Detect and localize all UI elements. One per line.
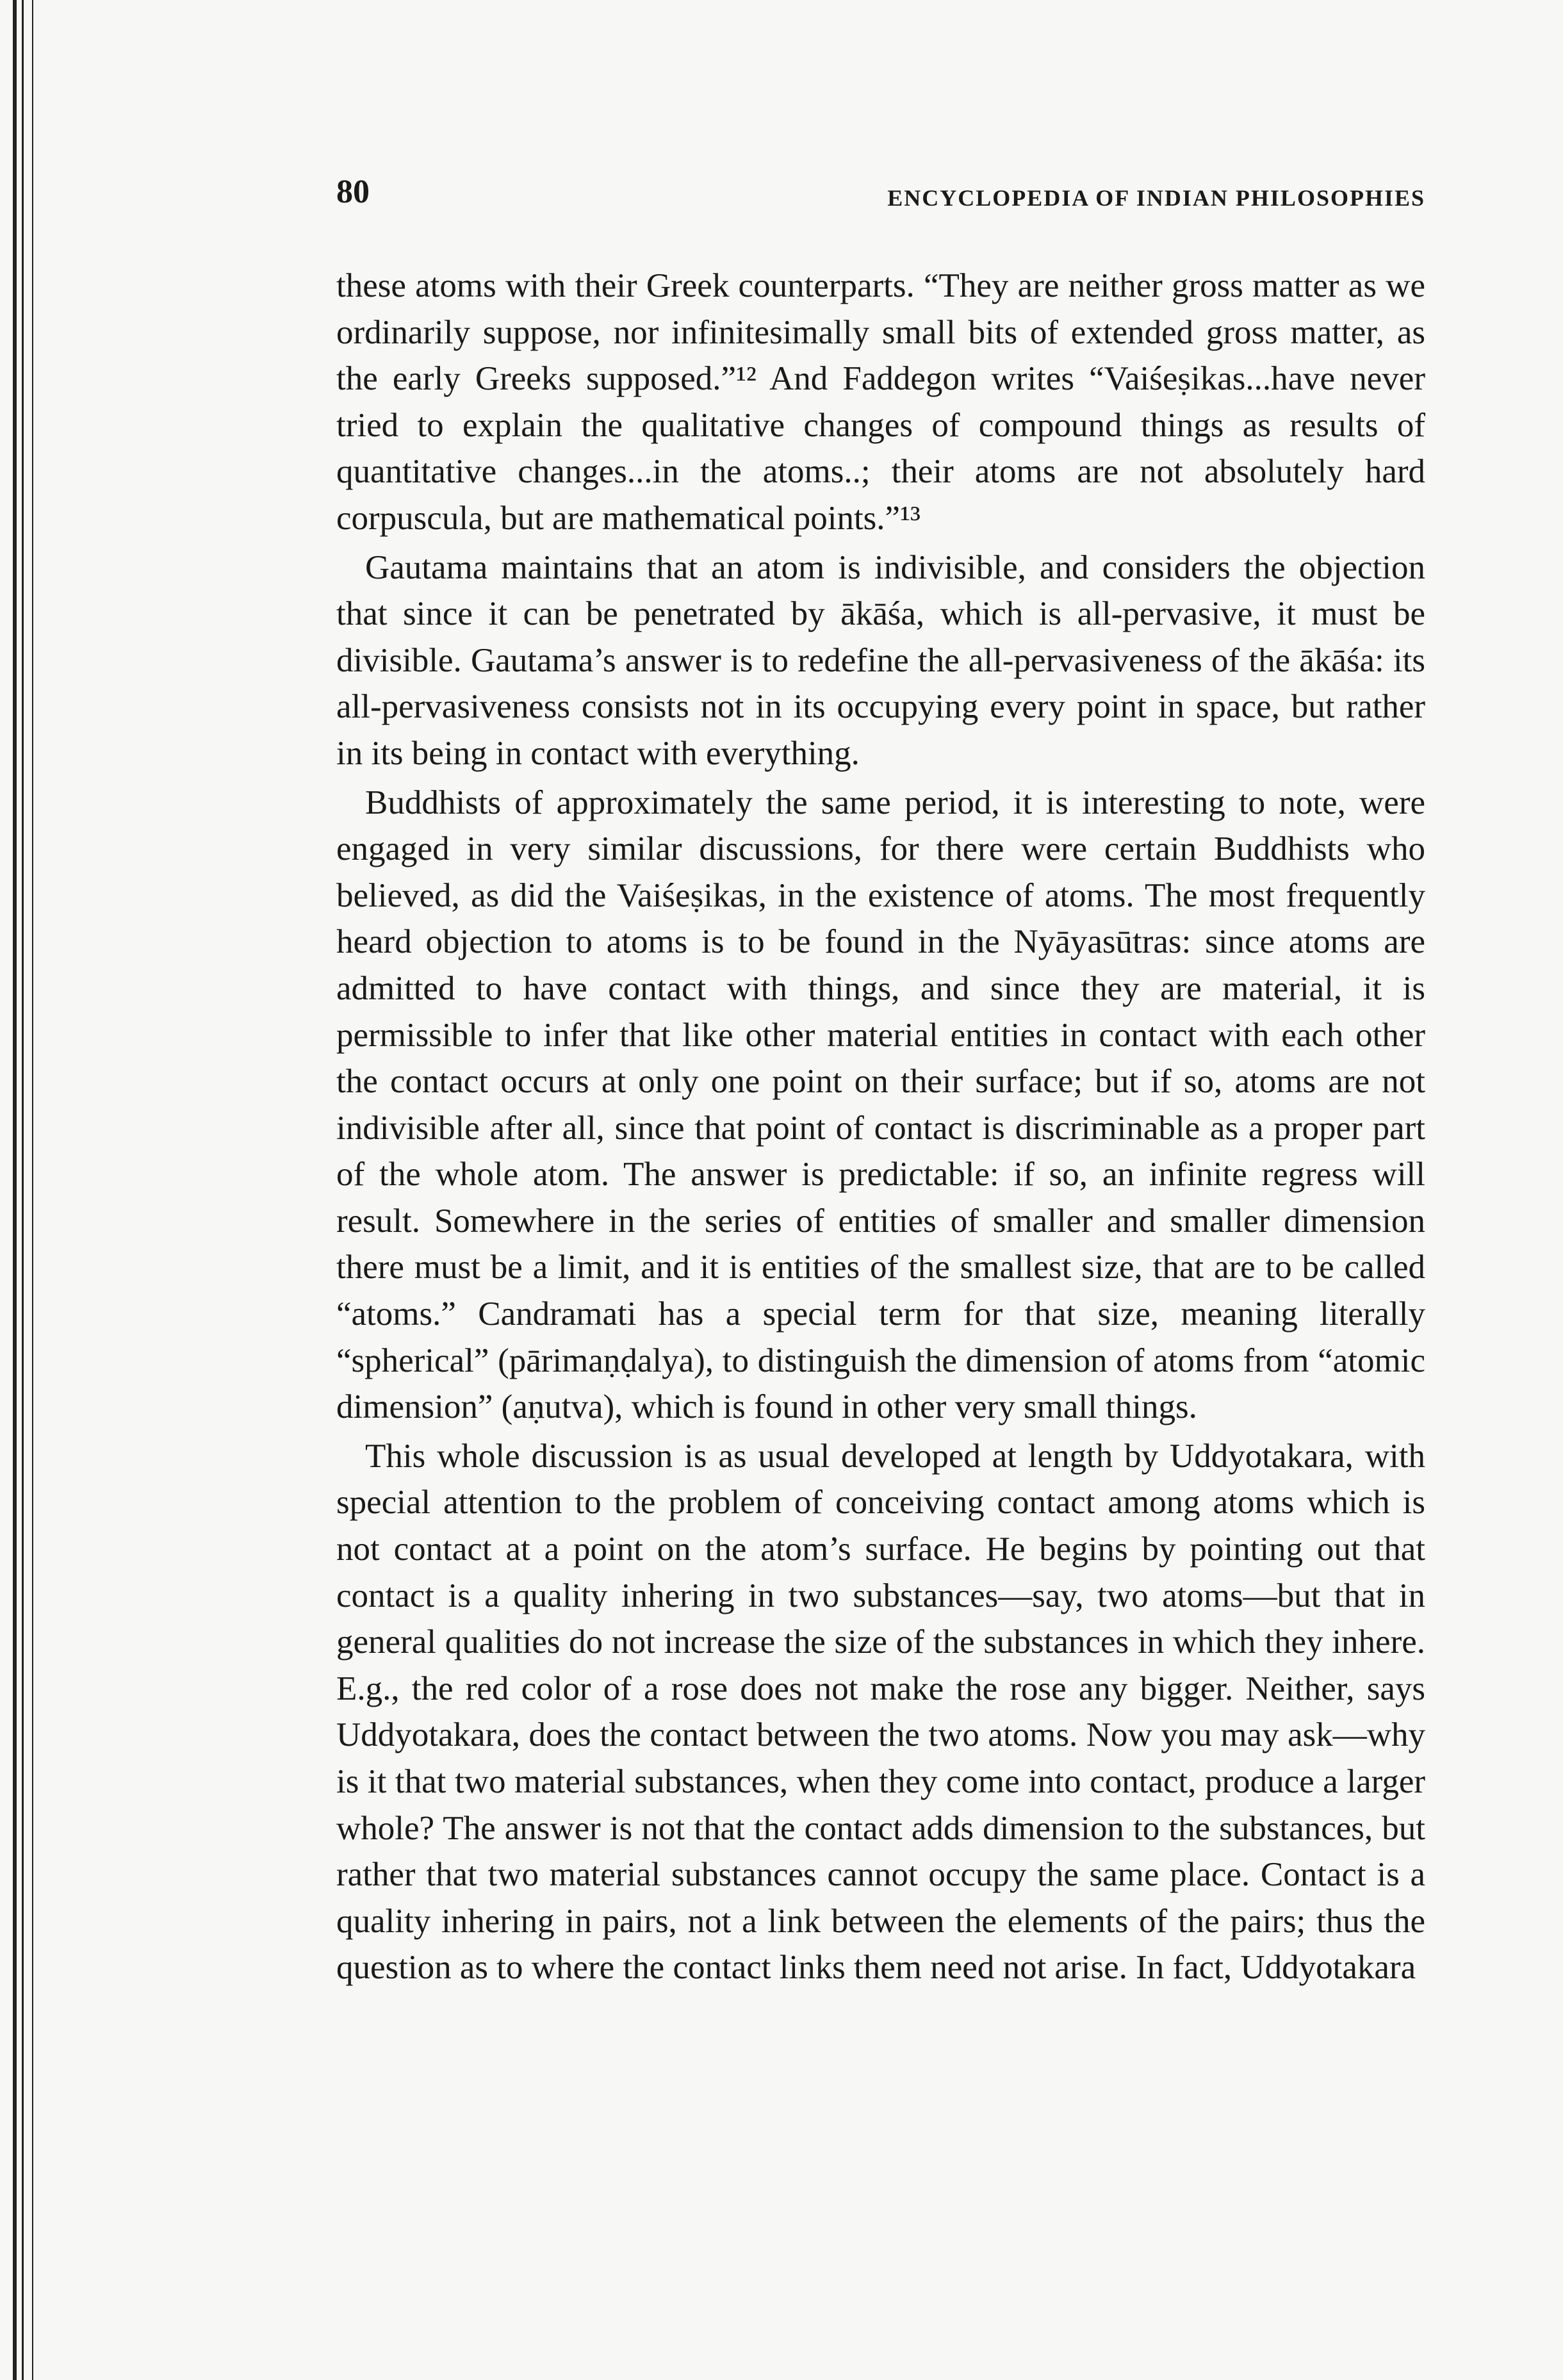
binding-line	[22, 0, 24, 2380]
paragraph: these atoms with their Greek counterparts. “They are neither gross matter as we ordinarily suppose, nor infinitesimally small bits of extended gross matter, as the early Greeks supposed.”¹² And Faddegon writes “Vaiśeṣikas...have never tried to explain the qualitative changes of compound things as results of quantitative changes...in the atoms..; their atoms are not absolutely hard corpuscula, but are mathematical points.”¹³	[336, 267, 1425, 537]
book-page	[336, 173, 1425, 1991]
binding-line	[13, 0, 17, 2380]
paragraph: Gautama maintains that an atom is indivisible, and considers the objection that since it can be penetrated by ākāśa, which is all-pervasive, it must be divisible. Gautama’s answer is to redefine the all-pervasiveness of the ākāśa: its all-pervasiveness consists not in its occupying every point in space, but rather in its being in contact with everything.	[336, 548, 1425, 772]
running-title: ENCYCLOPEDIA OF INDIAN PHILOSOPHIES	[887, 185, 1425, 211]
binding-edge	[0, 0, 45, 2380]
binding-line	[32, 0, 33, 2380]
page-number: 80	[336, 174, 370, 210]
body-text	[336, 263, 1425, 1991]
running-head	[336, 173, 1425, 224]
paragraph: This whole discussion is as usual developed at length by Uddyotakara, with special attention to the problem of conceiving contact among atoms which is not contact at a point on the atom’s surface. He begins by pointing out that contact is a quality inhering in two substances—say, two atoms—but that in general qualities do not increase the size of the substances in which they inhere. E.g., the red color of a rose does not make the rose any bigger. Neither, says Uddyotakara, does the contact between the two atoms. Now you may ask—why is it that two material substances, when they come into contact, produce a larger whole? The answer is not that the contact adds dimension to the substances, but rather that two material substances cannot occupy the same place. Contact is a quality inhering in pairs, not a link between the elements of the pairs; thus the question as to where the contact links them need not arise. In fact, Uddyotakara	[336, 1437, 1425, 1987]
paragraph: Buddhists of approximately the same period, it is interesting to note, were engaged in very similar discussions, for there were certain Buddhists who believed, as did the Vaiśeṣikas, in the existence of atoms. The most frequently heard objection to atoms is to be found in the Nyāyasūtras: since atoms are admitted to have contact with things, and since they are material, it is permissible to infer that like other material entities in contact with each other the contact occurs at only one point on their surface; but if so, atoms are not indivisible after all, since that point of contact is discriminable as a proper part of the whole atom. The answer is predictable: if so, an infinite regress will result. Somewhere in the series of entities of smaller and smaller dimension there must be a limit, and it is entities of the smallest size, that are to be called “atoms.” Candramati has a special term for that size, meaning literally “spherical” (pārimaṇḍalya), to distinguish the dimension of atoms from “atomic dimension” (aṇutva), which is found in other very small things.	[336, 784, 1425, 1426]
